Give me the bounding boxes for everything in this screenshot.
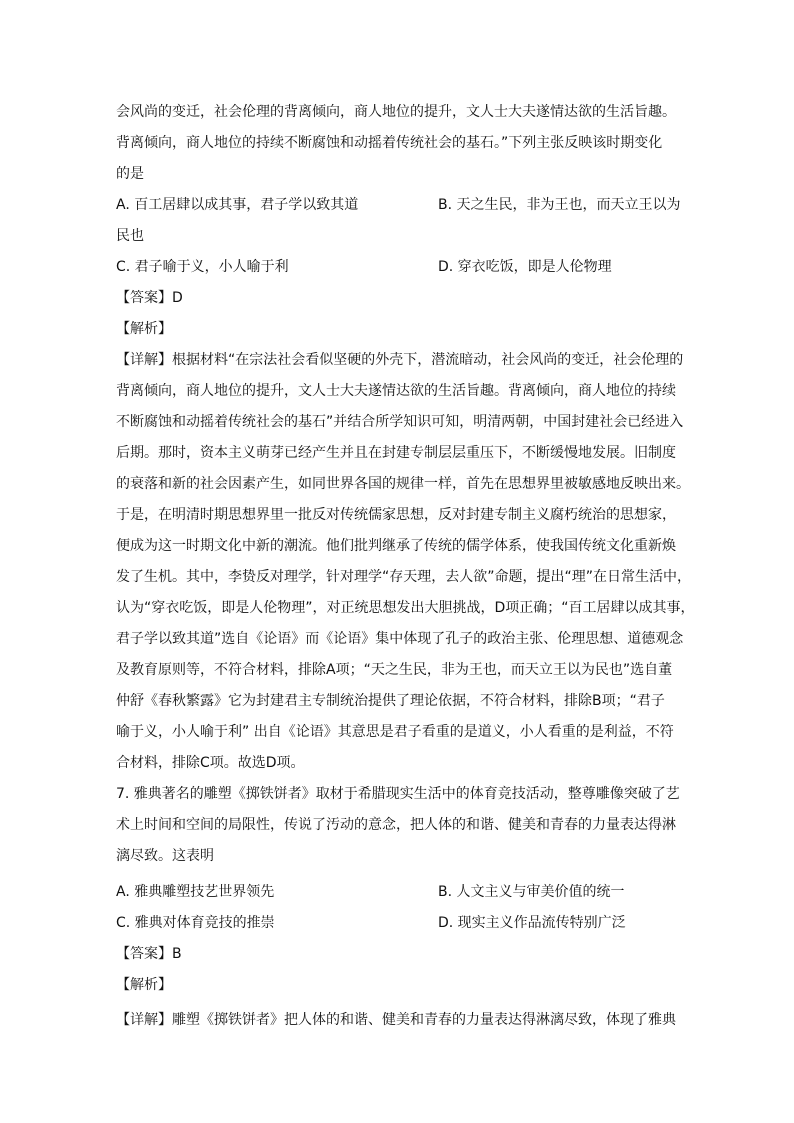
q6-option-a: A. 百工居肆以成其事，君子学以致其道 <box>116 197 359 213</box>
q6-detail-line-9: 认为“穿衣吃饭，即是人伦物理”，对正统思想发出大胆挑战，D项正确；“百工居肆以成其事， <box>116 600 695 616</box>
q6-detail-line-4: 后期。那时，资本主义萌芽已经产生并且在封建专制层层重压下，不断缓慢地发展。旧制度 <box>116 445 676 461</box>
q7-answer: 【答案】B <box>116 946 182 962</box>
q7-option-d: D. 现实主义作品流传特别广泛 <box>438 915 626 931</box>
q6-detail-line-3: 不断腐蚀和动摇着传统社会的基石”并结合所学知识可知，明清两朝，中国封建社会已经进入 <box>116 414 684 430</box>
q7-stem-line-1: 7. 雅典著名的雕塑《掷铁饼者》取材于希腊现实生活中的体育竞技活动，整尊雕像突破了艺 <box>116 786 680 802</box>
q6-stem-line-1: 会风尚的变迁，社会伦理的背离倾向，商人地位的提升，文人士大夫遂情达欲的生活旨趣。 <box>116 104 676 120</box>
q7-option-c: C. 雅典对体育竞技的推崇 <box>116 915 275 931</box>
q6-detail-line-10: 君子学以致其道”选自《论语》而《论语》集中体现了孔子的政治主张、伦理思想、道德观念 <box>116 631 684 647</box>
q6-option-c: C. 君子喻于义，小人喻于利 <box>116 259 289 275</box>
q6-analysis-label: 【解析】 <box>116 321 172 337</box>
q6-detail-line-2: 背离倾向，商人地位的提升，文人士大夫遂情达欲的生活旨趣。背离倾向，商人地位的持续 <box>116 383 676 399</box>
q7-stem-line-2: 术上时间和空间的局限性，传说了汚动的意念，把人体的和谐、健美和青春的力量表达得淋 <box>116 817 676 833</box>
q6-option-b: B. 天之生民，非为王也，而天立王以为 <box>438 197 681 213</box>
q7-stem-line-3: 漓尽致。这表明 <box>116 848 214 864</box>
q6-stem-line-3: 的是 <box>116 166 144 182</box>
q6-detail-line-14: 合材料，排除C项。故选D项。 <box>116 755 305 771</box>
q6-detail-line-11: 及教育原则等，不符合材料，排除A项；“天之生民，非为王也，而天立王以为民也”选自董 <box>116 662 673 678</box>
q6-detail-line-1: 【详解】根据材料“在宗法社会看似坚硬的外壳下，潜流暗动，社会风尚的变迁，社会伦理的 <box>116 352 684 368</box>
q7-analysis-label: 【解析】 <box>116 977 172 993</box>
q7-option-a: A. 雅典雕塑技艺世界领先 <box>116 884 275 900</box>
q7-detail-line-1: 【详解】雕塑《掷铁饼者》把人体的和谐、健美和青春的力量表达得淋漓尽致，体现了雅典 <box>116 1012 676 1028</box>
q6-detail-line-13: 喻于义，小人喻于利” 出自《论语》其意思是君子看重的是道义，小人看重的是利益，不符 <box>116 724 674 740</box>
q6-detail-line-6: 于是，在明清时期思想界里一批反对传统儒家思想，反对封建专制主义腐朽统治的思想家， <box>116 507 676 523</box>
q6-detail-line-8: 发了生机。其中，李贽反对理学，针对理学“存天理，去人欲”命题，提出“理”在日常生活中， <box>116 569 692 585</box>
q6-detail-line-5: 的衰落和新的社会因素产生，如同世界各国的规律一样，首先在思想界里被敏感地反映出来。 <box>116 476 690 492</box>
q7-option-b: B. 人文主义与审美价值的统一 <box>438 884 625 900</box>
q6-answer: 【答案】D <box>116 290 183 306</box>
q6-option-d: D. 穿衣吃饭，即是人伦物理 <box>438 259 612 275</box>
q6-option-b-continued: 民也 <box>116 228 144 244</box>
q6-stem-line-2: 背离倾向，商人地位的持续不断腐蚀和动摇着传统社会的基石。”下列主张反映该时期变化 <box>116 135 663 151</box>
q6-detail-line-7: 便成为这一时期文化中新的潮流。他们批判继承了传统的儒学体系，使我国传统文化重新焕 <box>116 538 676 554</box>
q6-detail-line-12: 仲舒《春秋繁露》它为封建君主专制统治提供了理论依据，不符合材料，排除B项；“君子 <box>116 693 665 709</box>
